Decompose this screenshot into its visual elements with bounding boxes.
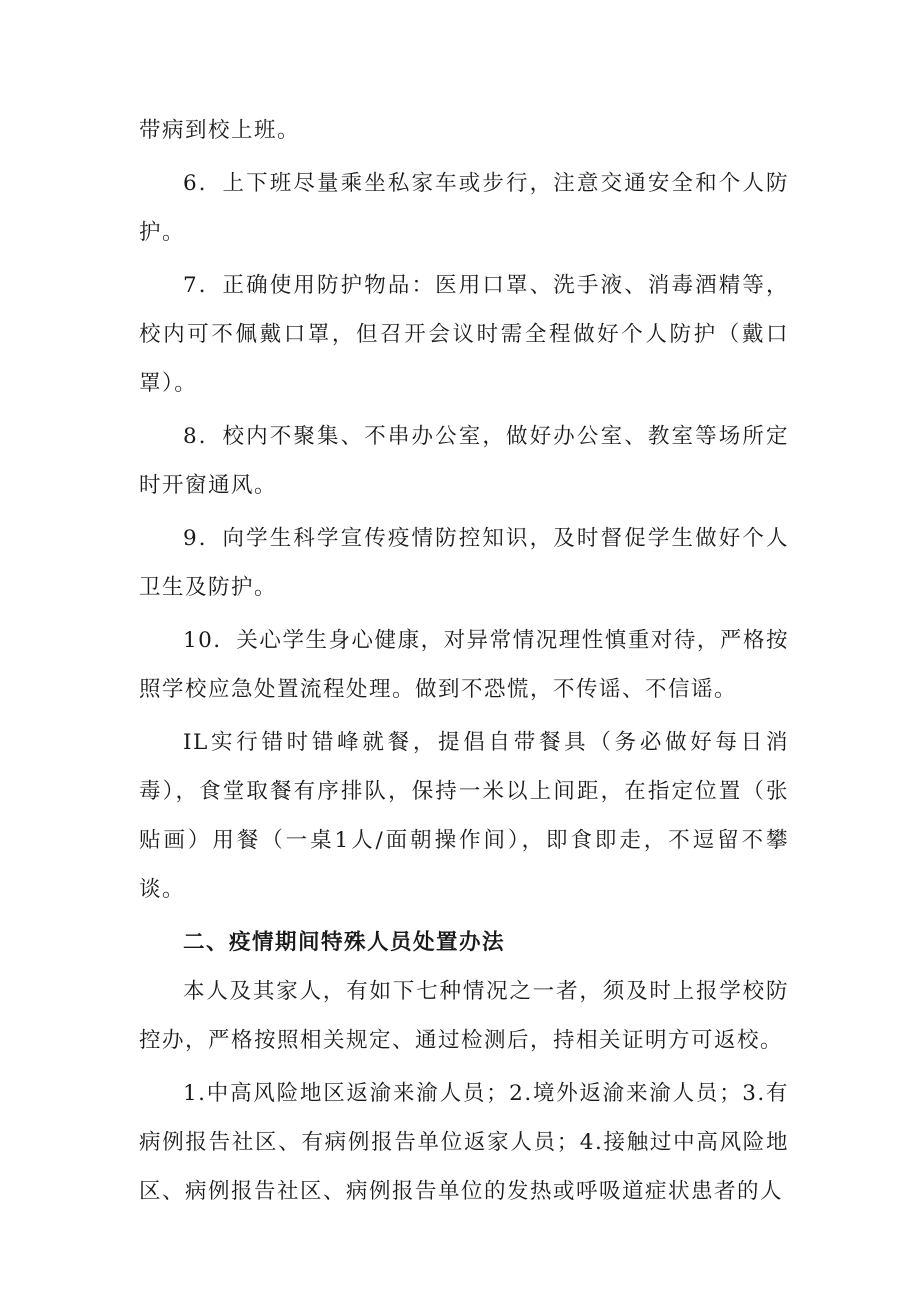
section-paragraph-intro: 本人及其家人，有如下七种情况之一者，须及时上报学校防控办，严格按照相关规定、通过检测后，持相关证明方可返校。 <box>139 979 789 1053</box>
paragraph-item-10: 10．关心学生身心健康，对异常情况理性慎重对待，严格按照学校应急处置流程处理。做到不恐慌，不传谣、不信谣。 <box>139 628 789 702</box>
paragraph-item-8: 8．校内不聚集、不串办公室，做好办公室、教室等场所定时开窗通风。 <box>139 424 789 498</box>
section-heading: 二、疫情期间特殊人员处置办法 <box>183 930 506 955</box>
paragraph-item-11: IL实行错时错峰就餐，提倡自带餐具（务必做好每日消毒），食堂取餐有序排队，保持一米以上间距，在指定位置（张贴画）用餐（一桌1人/面朝操作间），即食即走，不逗留不攀谈。 <box>139 730 789 902</box>
paragraph-item-6: 6．上下班尽量乘坐私家车或步行，注意交通安全和个人防护。 <box>139 171 789 245</box>
paragraph-item-9: 9．向学生科学宣传疫情防控知识，及时督促学生做好个人卫生及防护。 <box>139 526 789 600</box>
body-text <box>139 106 789 1216</box>
paragraph-item-7: 7．正确使用防护物品：医用口罩、洗手液、消毒酒精等，校内可不佩戴口罩，但召开会议时需全程做好个人防护（戴口罩）。 <box>139 273 789 396</box>
paragraph-continuation: 带病到校上班。 <box>139 118 301 143</box>
section-paragraph-list: 1.中高风险地区返渝来渝人员；2.境外返渝来渝人员；3.有病例报告社区、有病例报告单位返家人员；4.接触过中高风险地区、病例报告社区、病例报告单位的发热或呼吸道症状患者的人 <box>139 1081 789 1204</box>
